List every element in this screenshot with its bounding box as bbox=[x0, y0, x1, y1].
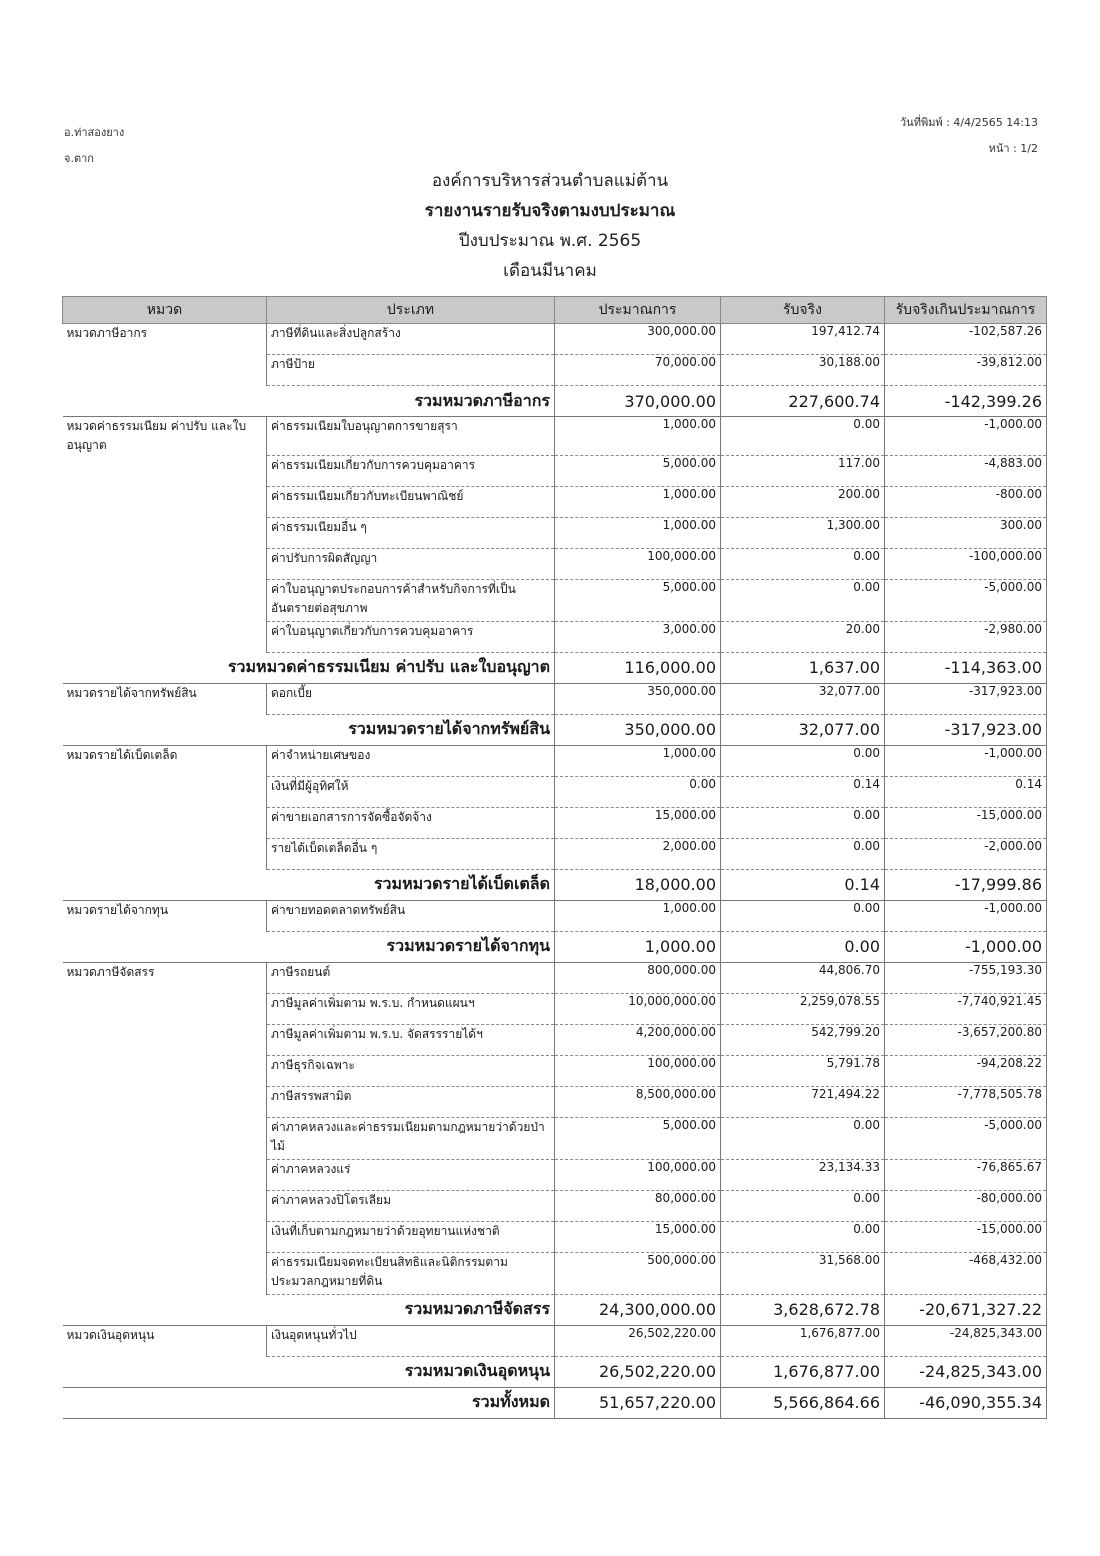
category-cell bbox=[63, 1252, 267, 1294]
table-row bbox=[63, 621, 1047, 652]
col-header-estimate: ประมาณการ bbox=[555, 297, 721, 324]
diff-cell: -76,865.67 bbox=[885, 1159, 1047, 1190]
table-row bbox=[63, 683, 1047, 714]
type-cell: ค่าใบอนุญาตประกอบการค้าสำหรับกิจการที่เป็นอันตรายต่อสุขภาพ bbox=[267, 579, 555, 621]
grand-total-actual: 5,566,864.66 bbox=[721, 1387, 885, 1418]
actual-cell: 1,676,877.00 bbox=[721, 1325, 885, 1356]
table-row bbox=[63, 1252, 1047, 1294]
category-cell bbox=[63, 1086, 267, 1117]
diff-cell: 0.14 bbox=[885, 776, 1047, 807]
subtotal-label: รวมหมวดภาษีอากร bbox=[63, 386, 555, 417]
type-cell: ภาษีที่ดินและสิ่งปลูกสร้าง bbox=[267, 324, 555, 355]
table-row bbox=[63, 745, 1047, 776]
subtotal-actual: 1,676,877.00 bbox=[721, 1356, 885, 1387]
table-row bbox=[63, 807, 1047, 838]
table-row bbox=[63, 900, 1047, 931]
estimate-cell: 5,000.00 bbox=[555, 455, 721, 486]
subtotal-label: รวมหมวดรายได้จากทุน bbox=[63, 931, 555, 962]
grand-total-label: รวมทั้งหมด bbox=[63, 1387, 555, 1418]
actual-cell: 0.00 bbox=[721, 900, 885, 931]
actual-cell: 197,412.74 bbox=[721, 324, 885, 355]
estimate-cell: 1,000.00 bbox=[555, 745, 721, 776]
type-cell: ภาษีสรรพสามิต bbox=[267, 1086, 555, 1117]
table-row bbox=[63, 838, 1047, 869]
diff-cell: -468,432.00 bbox=[885, 1252, 1047, 1294]
table-header-row bbox=[63, 297, 1047, 324]
report-title: รายงานรายรับจริงตามงบประมาณ bbox=[424, 201, 676, 221]
col-header-category: หมวด bbox=[63, 297, 267, 324]
category-cell bbox=[63, 455, 267, 486]
subtotal-actual: 0.00 bbox=[721, 931, 885, 962]
subtotal-estimate: 370,000.00 bbox=[555, 386, 721, 417]
actual-cell: 5,791.78 bbox=[721, 1055, 885, 1086]
diff-cell: -755,193.30 bbox=[885, 962, 1047, 993]
estimate-cell: 100,000.00 bbox=[555, 548, 721, 579]
type-cell: ภาษีธุรกิจเฉพาะ bbox=[267, 1055, 555, 1086]
estimate-cell: 1,000.00 bbox=[555, 417, 721, 456]
type-cell: ค่าขายเอกสารการจัดซื้อจัดจ้าง bbox=[267, 807, 555, 838]
estimate-cell: 5,000.00 bbox=[555, 1117, 721, 1159]
report-title-block bbox=[0, 166, 1100, 286]
actual-cell: 0.00 bbox=[721, 807, 885, 838]
category-cell: หมวดรายได้จากทุน bbox=[66, 902, 169, 917]
category-cell bbox=[63, 1159, 267, 1190]
subtotal-estimate: 26,502,220.00 bbox=[555, 1356, 721, 1387]
actual-cell: 30,188.00 bbox=[721, 355, 885, 386]
col-header-actual: รับจริง bbox=[721, 297, 885, 324]
diff-cell: -1,000.00 bbox=[885, 417, 1047, 456]
category-cell bbox=[63, 1190, 267, 1221]
actual-cell: 0.14 bbox=[721, 776, 885, 807]
table-row bbox=[63, 1325, 1047, 1356]
category-cell bbox=[63, 517, 267, 548]
fiscal-year: ปีงบประมาณ พ.ศ. 2565 bbox=[458, 231, 642, 251]
subtotal-row bbox=[63, 386, 1047, 417]
table-row bbox=[63, 355, 1047, 386]
diff-cell: -4,883.00 bbox=[885, 455, 1047, 486]
diff-cell: -5,000.00 bbox=[885, 579, 1047, 621]
actual-cell: 721,494.22 bbox=[721, 1086, 885, 1117]
diff-cell: -39,812.00 bbox=[885, 355, 1047, 386]
subtotal-diff: -17,999.86 bbox=[885, 869, 1047, 900]
estimate-cell: 100,000.00 bbox=[555, 1055, 721, 1086]
estimate-cell: 2,000.00 bbox=[555, 838, 721, 869]
type-cell: ค่าภาคหลวงและค่าธรรมเนียมตามกฎหมายว่าด้วยป่าไม้ bbox=[267, 1117, 555, 1159]
org-name: องค์การบริหารส่วนตำบลแม่ต้าน bbox=[431, 171, 669, 191]
type-cell: ภาษีรถยนต์ bbox=[267, 962, 555, 993]
actual-cell: 1,300.00 bbox=[721, 517, 885, 548]
category-cell bbox=[63, 776, 267, 807]
estimate-cell: 350,000.00 bbox=[555, 683, 721, 714]
actual-cell: 0.00 bbox=[721, 745, 885, 776]
estimate-cell: 15,000.00 bbox=[555, 807, 721, 838]
diff-cell: -94,208.22 bbox=[885, 1055, 1047, 1086]
type-cell: ค่าธรรมเนียมใบอนุญาตการขายสุรา bbox=[267, 417, 555, 456]
print-date: วันที่พิมพ์ : 4/4/2565 14:13 bbox=[900, 116, 1038, 129]
category-cell: หมวดค่าธรรมเนียม ค่าปรับ และใบอนุญาต bbox=[66, 419, 247, 452]
actual-cell: 32,077.00 bbox=[721, 683, 885, 714]
table-row bbox=[63, 417, 1047, 456]
page-number: หน้า : 1/2 bbox=[988, 142, 1038, 155]
diff-cell: -1,000.00 bbox=[885, 745, 1047, 776]
subtotal-actual: 3,628,672.78 bbox=[721, 1294, 885, 1325]
type-cell: ค่าธรรมเนียมเกี่ยวกับทะเบียนพาณิชย์ bbox=[267, 486, 555, 517]
actual-cell: 0.00 bbox=[721, 1117, 885, 1159]
type-cell: ค่าธรรมเนียมอื่น ๆ bbox=[267, 517, 555, 548]
diff-cell: -317,923.00 bbox=[885, 683, 1047, 714]
category-cell: หมวดรายได้จากทรัพย์สิน bbox=[66, 685, 197, 700]
category-cell bbox=[63, 486, 267, 517]
actual-cell: 542,799.20 bbox=[721, 1024, 885, 1055]
subtotal-row bbox=[63, 1294, 1047, 1325]
diff-cell: -24,825,343.00 bbox=[885, 1325, 1047, 1356]
actual-cell: 2,259,078.55 bbox=[721, 993, 885, 1024]
category-cell bbox=[63, 1024, 267, 1055]
table-row bbox=[63, 962, 1047, 993]
diff-cell: -1,000.00 bbox=[885, 900, 1047, 931]
print-info bbox=[900, 110, 1038, 162]
category-cell bbox=[63, 548, 267, 579]
actual-cell: 0.00 bbox=[721, 548, 885, 579]
subtotal-row bbox=[63, 652, 1047, 683]
table-row bbox=[63, 1055, 1047, 1086]
grand-total-row bbox=[63, 1387, 1047, 1418]
subtotal-row bbox=[63, 714, 1047, 745]
subtotal-diff: -142,399.26 bbox=[885, 386, 1047, 417]
estimate-cell: 8,500,000.00 bbox=[555, 1086, 721, 1117]
diff-cell: -2,980.00 bbox=[885, 621, 1047, 652]
category-cell bbox=[63, 1117, 267, 1159]
estimate-cell: 4,200,000.00 bbox=[555, 1024, 721, 1055]
table-row bbox=[63, 1024, 1047, 1055]
subtotal-estimate: 1,000.00 bbox=[555, 931, 721, 962]
subtotal-diff: -24,825,343.00 bbox=[885, 1356, 1047, 1387]
estimate-cell: 5,000.00 bbox=[555, 579, 721, 621]
category-cell bbox=[63, 1055, 267, 1086]
estimate-cell: 26,502,220.00 bbox=[555, 1325, 721, 1356]
actual-cell: 0.00 bbox=[721, 417, 885, 456]
estimate-cell: 100,000.00 bbox=[555, 1159, 721, 1190]
type-cell: ค่าขายทอดตลาดทรัพย์สิน bbox=[267, 900, 555, 931]
diff-cell: -15,000.00 bbox=[885, 1221, 1047, 1252]
diff-cell: -100,000.00 bbox=[885, 548, 1047, 579]
table-body bbox=[63, 324, 1047, 1419]
subtotal-estimate: 24,300,000.00 bbox=[555, 1294, 721, 1325]
subtotal-row bbox=[63, 1356, 1047, 1387]
diff-cell: 300.00 bbox=[885, 517, 1047, 548]
table-row bbox=[63, 455, 1047, 486]
table-row bbox=[63, 548, 1047, 579]
table-row bbox=[63, 1221, 1047, 1252]
type-cell: ภาษีป้าย bbox=[267, 355, 555, 386]
actual-cell: 31,568.00 bbox=[721, 1252, 885, 1294]
subtotal-label: รวมหมวดค่าธรรมเนียม ค่าปรับ และใบอนุญาต bbox=[63, 652, 555, 683]
subtotal-label: รวมหมวดเงินอุดหนุน bbox=[63, 1356, 555, 1387]
actual-cell: 0.00 bbox=[721, 1190, 885, 1221]
district-label: อ.ท่าสองยาง bbox=[64, 126, 125, 139]
subtotal-estimate: 116,000.00 bbox=[555, 652, 721, 683]
estimate-cell: 1,000.00 bbox=[555, 900, 721, 931]
type-cell: ค่าภาคหลวงปิโตรเลียม bbox=[267, 1190, 555, 1221]
subtotal-diff: -114,363.00 bbox=[885, 652, 1047, 683]
type-cell: ดอกเบี้ย bbox=[267, 683, 555, 714]
table-row bbox=[63, 1086, 1047, 1117]
type-cell: ภาษีมูลค่าเพิ่มตาม พ.ร.บ. จัดสรรรายได้ฯ bbox=[267, 1024, 555, 1055]
diff-cell: -800.00 bbox=[885, 486, 1047, 517]
diff-cell: -3,657,200.80 bbox=[885, 1024, 1047, 1055]
actual-cell: 117.00 bbox=[721, 455, 885, 486]
category-cell: หมวดเงินอุดหนุน bbox=[66, 1327, 155, 1342]
table-row bbox=[63, 1159, 1047, 1190]
diff-cell: -2,000.00 bbox=[885, 838, 1047, 869]
type-cell: ค่าจำหน่ายเศษของ bbox=[267, 745, 555, 776]
type-cell: ภาษีมูลค่าเพิ่มตาม พ.ร.บ. กำหนดแผนฯ bbox=[267, 993, 555, 1024]
subtotal-row bbox=[63, 869, 1047, 900]
diff-cell: -15,000.00 bbox=[885, 807, 1047, 838]
estimate-cell: 1,000.00 bbox=[555, 517, 721, 548]
subtotal-diff: -317,923.00 bbox=[885, 714, 1047, 745]
estimate-cell: 10,000,000.00 bbox=[555, 993, 721, 1024]
col-header-diff: รับจริงเกินประมาณการ bbox=[885, 297, 1047, 324]
actual-cell: 0.00 bbox=[721, 579, 885, 621]
estimate-cell: 80,000.00 bbox=[555, 1190, 721, 1221]
subtotal-label: รวมหมวดภาษีจัดสรร bbox=[63, 1294, 555, 1325]
estimate-cell: 500,000.00 bbox=[555, 1252, 721, 1294]
diff-cell: -102,587.26 bbox=[885, 324, 1047, 355]
report-month: เดือนมีนาคม bbox=[503, 261, 597, 281]
grand-total-diff: -46,090,355.34 bbox=[885, 1387, 1047, 1418]
estimate-cell: 70,000.00 bbox=[555, 355, 721, 386]
revenue-table bbox=[62, 296, 1047, 1419]
type-cell: รายได้เบ็ดเตล็ดอื่น ๆ bbox=[267, 838, 555, 869]
province-label: จ.ตาก bbox=[64, 152, 94, 165]
type-cell: ค่าภาคหลวงแร่ bbox=[267, 1159, 555, 1190]
subtotal-diff: -20,671,327.22 bbox=[885, 1294, 1047, 1325]
category-cell bbox=[63, 1221, 267, 1252]
category-cell: หมวดภาษีจัดสรร bbox=[66, 964, 155, 979]
type-cell: ค่าใบอนุญาตเกี่ยวกับการควบคุมอาคาร bbox=[267, 621, 555, 652]
type-cell: ค่าธรรมเนียมเกี่ยวกับการควบคุมอาคาร bbox=[267, 455, 555, 486]
category-cell bbox=[63, 838, 267, 869]
estimate-cell: 300,000.00 bbox=[555, 324, 721, 355]
category-cell bbox=[63, 621, 267, 652]
category-cell bbox=[63, 993, 267, 1024]
diff-cell: -80,000.00 bbox=[885, 1190, 1047, 1221]
actual-cell: 20.00 bbox=[721, 621, 885, 652]
estimate-cell: 15,000.00 bbox=[555, 1221, 721, 1252]
col-header-type: ประเภท bbox=[267, 297, 555, 324]
type-cell: เงินที่มีผู้อุทิศให้ bbox=[267, 776, 555, 807]
actual-cell: 44,806.70 bbox=[721, 962, 885, 993]
table-row bbox=[63, 1117, 1047, 1159]
actual-cell: 0.00 bbox=[721, 838, 885, 869]
table-row bbox=[63, 993, 1047, 1024]
estimate-cell: 0.00 bbox=[555, 776, 721, 807]
category-cell bbox=[63, 355, 267, 386]
subtotal-label: รวมหมวดรายได้เบ็ดเตล็ด bbox=[63, 869, 555, 900]
subtotal-estimate: 18,000.00 bbox=[555, 869, 721, 900]
diff-cell: -7,740,921.45 bbox=[885, 993, 1047, 1024]
table-row bbox=[63, 579, 1047, 621]
table-row bbox=[63, 1190, 1047, 1221]
diff-cell: -7,778,505.78 bbox=[885, 1086, 1047, 1117]
table-row bbox=[63, 324, 1047, 355]
estimate-cell: 800,000.00 bbox=[555, 962, 721, 993]
category-cell bbox=[63, 579, 267, 621]
table-row bbox=[63, 486, 1047, 517]
diff-cell: -5,000.00 bbox=[885, 1117, 1047, 1159]
location-info bbox=[64, 120, 124, 172]
estimate-cell: 3,000.00 bbox=[555, 621, 721, 652]
type-cell: เงินที่เก็บตามกฎหมายว่าด้วยอุทยานแห่งชาติ bbox=[267, 1221, 555, 1252]
actual-cell: 23,134.33 bbox=[721, 1159, 885, 1190]
subtotal-estimate: 350,000.00 bbox=[555, 714, 721, 745]
subtotal-actual: 1,637.00 bbox=[721, 652, 885, 683]
subtotal-actual: 0.14 bbox=[721, 869, 885, 900]
category-cell: หมวดภาษีอากร bbox=[66, 326, 148, 340]
estimate-cell: 1,000.00 bbox=[555, 486, 721, 517]
subtotal-actual: 32,077.00 bbox=[721, 714, 885, 745]
type-cell: ค่าธรรมเนียมจดทะเบียนสิทธิและนิติกรรมตามประมวลกฎหมายที่ดิน bbox=[267, 1252, 555, 1294]
subtotal-label: รวมหมวดรายได้จากทรัพย์สิน bbox=[63, 714, 555, 745]
category-cell: หมวดรายได้เบ็ดเตล็ด bbox=[66, 747, 178, 762]
grand-total-estimate: 51,657,220.00 bbox=[555, 1387, 721, 1418]
subtotal-actual: 227,600.74 bbox=[721, 386, 885, 417]
subtotal-diff: -1,000.00 bbox=[885, 931, 1047, 962]
type-cell: ค่าปรับการผิดสัญญา bbox=[267, 548, 555, 579]
category-cell bbox=[63, 807, 267, 838]
table-row bbox=[63, 517, 1047, 548]
subtotal-row bbox=[63, 931, 1047, 962]
actual-cell: 200.00 bbox=[721, 486, 885, 517]
actual-cell: 0.00 bbox=[721, 1221, 885, 1252]
table-row bbox=[63, 776, 1047, 807]
type-cell: เงินอุดหนุนทั่วไป bbox=[267, 1325, 555, 1356]
